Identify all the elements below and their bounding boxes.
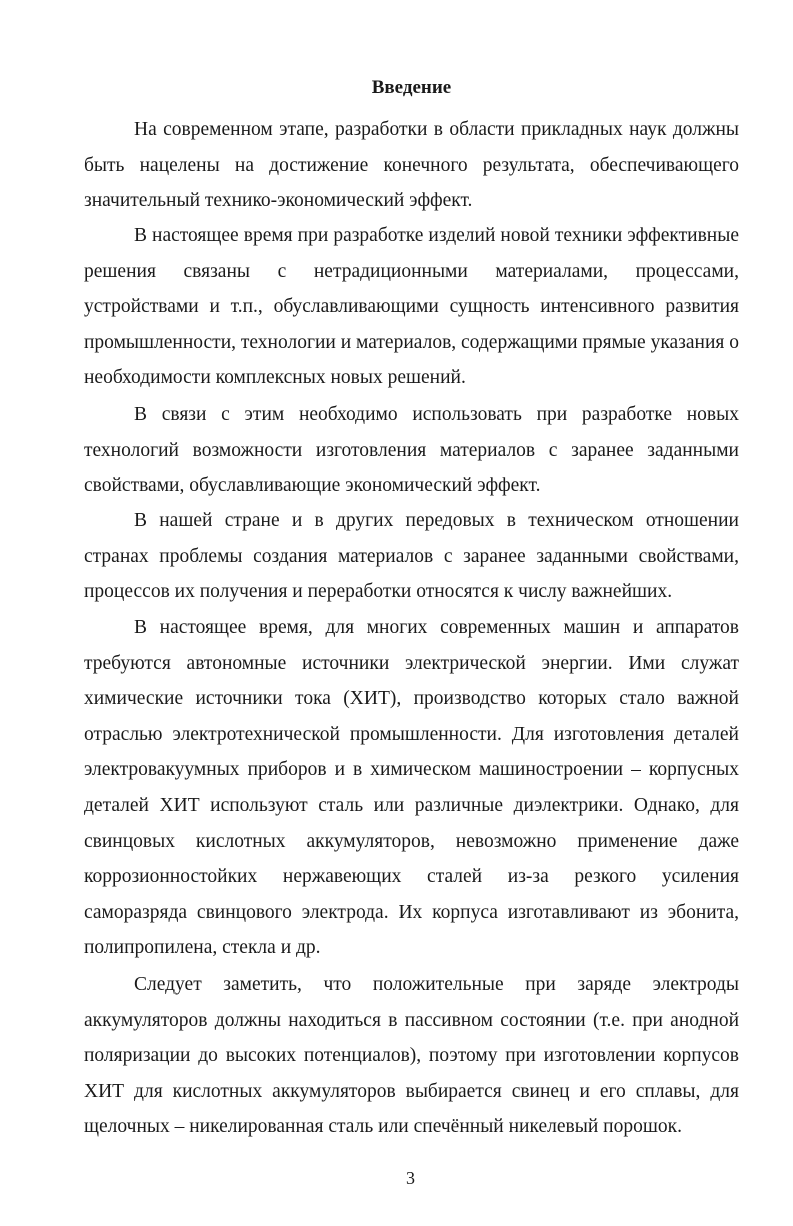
paragraph-3: В связи с этим необходимо использовать при разработке новых технологий возможности изготовления материалов с заранее заданными свойствами, обуславливающие экономический эффект. xyxy=(84,404,739,497)
section-title: Введение xyxy=(371,77,452,98)
paragraph-5: В настоящее время, для многих современных машин и аппаратов требуются автономные источники электрической энергии. Ими служат химические источники тока (ХИТ), производство которых стало важной отраслью электротехнической промышленности. Для изготовления деталей электровакуумных приборов и в химическом машиностроении – корпусных деталей ХИТ используют сталь или различные диэлектрики. Однако, для свинцовых кислотных аккумуляторов, невозможно применение даже коррозионностойких нержавеющих сталей из-за резкого усиления саморазряда свинцового электрода. Их корпуса изготавливают из эбонита, полипропилена, стекла и др. xyxy=(84,617,739,959)
paragraph-6: Следует заметить, что положительные при заряде электроды аккумуляторов должны находиться в пассивном состоянии (т.е. при анодной поляризации до высоких потенциалов), поэтому при изготовлении корпусов ХИТ для кислотных аккумуляторов выбирается свинец и его сплавы, для щелочных – никелированная сталь или спечённый никелевый порошок. xyxy=(84,974,739,1138)
page-number: 3 xyxy=(406,1168,415,1188)
paragraph-1: На современном этапе, разработки в области прикладных наук должны быть нацелены на достижение конечного результата, обеспечивающего значительный технико-экономический эффект. xyxy=(84,119,739,212)
paragraph-2: В настоящее время при разработке изделий новой техники эффективные решения связаны с нетрадиционными материалами, процессами, устройствами и т.п., обуславливающими сущность интенсивного развития промышленности, технологии и материалов, содержащими прямые указания о необходимости комплексных новых решений. xyxy=(84,225,739,389)
paragraph-4: В нашей стране и в других передовых в техническом отношении странах проблемы создания материалов с заранее заданными свойствами, процессов их получения и переработки относятся к числу важнейших. xyxy=(84,510,739,603)
